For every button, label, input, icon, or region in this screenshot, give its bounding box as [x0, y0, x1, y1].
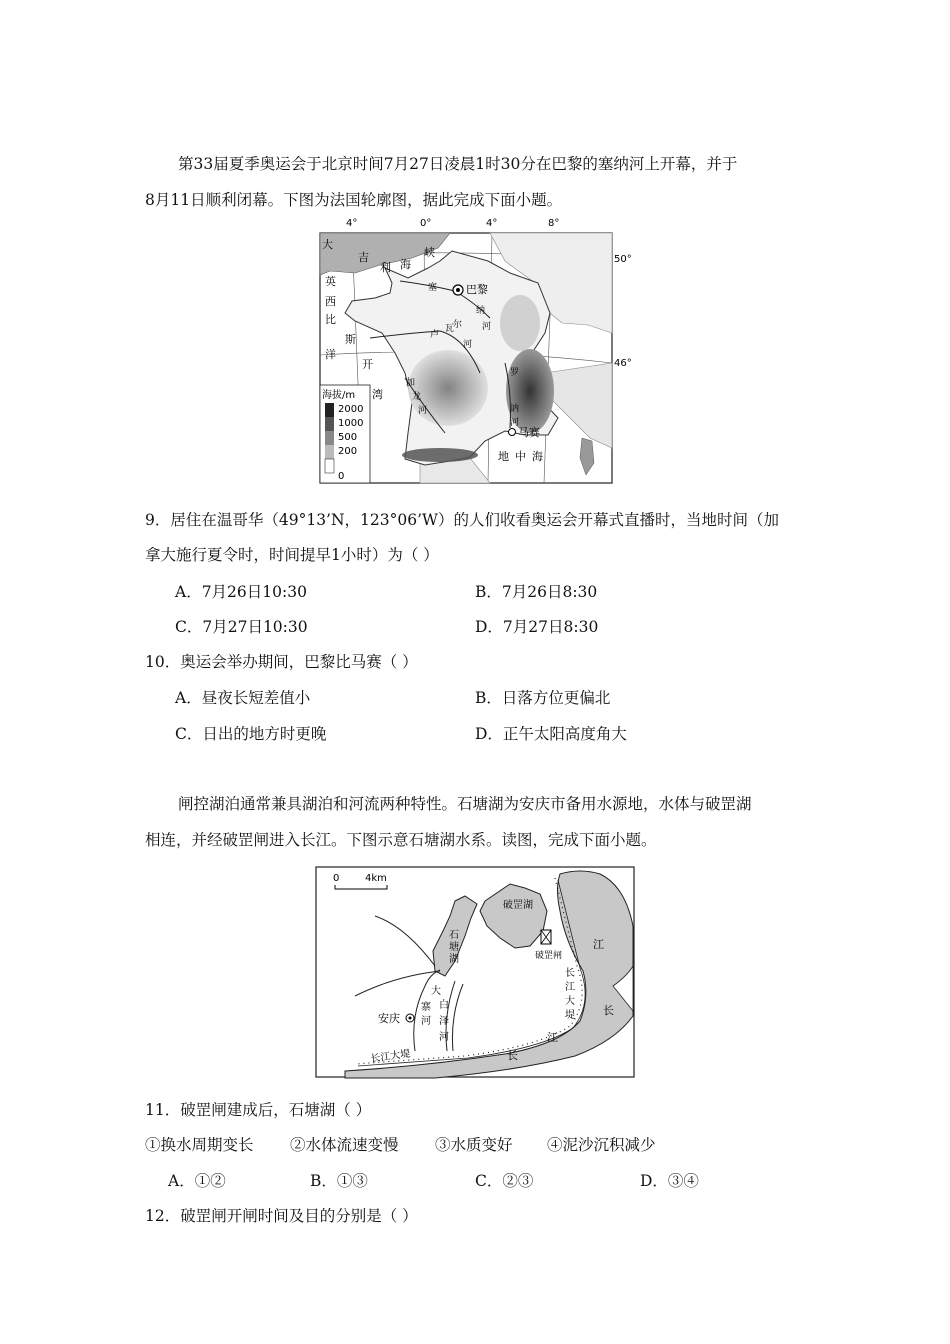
lat-label: 50°	[614, 254, 632, 265]
label-channel: 峡	[424, 246, 435, 259]
label-anqing: 安庆	[378, 1012, 400, 1025]
label-atlantic: 英	[325, 275, 336, 288]
label-seine: 纳	[476, 306, 486, 316]
q11-option-a: A．①②	[168, 1172, 226, 1190]
legend-value: 0	[338, 471, 345, 482]
label-atlantic: 斯	[345, 333, 356, 346]
intro2-line2: 相连，并经破罡闸进入长江。下图示意石塘湖水系。读图，完成下面小题。	[145, 831, 657, 849]
q9-option-b: B．7月26日8:30	[475, 583, 598, 601]
q11-item-2: ②水体流速变慢	[290, 1136, 399, 1154]
label-loire: 尔	[453, 320, 463, 330]
label-atlantic: 比	[325, 313, 336, 326]
label-dike: 大	[565, 996, 575, 1007]
intro2-line1: 闸控湖泊通常兼具湖泊和河流两种特性。石塘湖为安庆市备用水源地，水体与破罡湖	[178, 795, 752, 813]
label-marseille: 马赛	[518, 426, 540, 439]
label-rhone: 罗	[510, 368, 520, 378]
label-dike-bottom: 长江大堤	[369, 1048, 412, 1065]
label-baize: 白	[439, 1000, 449, 1011]
legend-value: 200	[338, 446, 358, 457]
intro1-line2: 8月11日顺利闭幕。下图为法国轮廓图，据此完成下面小题。	[145, 191, 563, 209]
label-baize: 泽	[439, 1016, 449, 1027]
scale-zero: 0	[333, 873, 340, 884]
legend-title: 海拔/m	[322, 390, 356, 401]
label-dike: 堤	[565, 1010, 575, 1021]
label-channel: 海	[400, 258, 411, 271]
q11-option-b: B．①③	[310, 1172, 368, 1190]
label-loire: 瓦	[445, 324, 455, 334]
q12-stem: 12．破罡闸开闸时间及目的分别是（ ）	[145, 1207, 418, 1225]
label-seine: 塞	[428, 283, 438, 293]
label-river: 江	[593, 938, 604, 951]
label-shitang: 塘	[449, 942, 459, 953]
label-channel: 大	[322, 238, 333, 251]
label-garonne: 河	[418, 406, 428, 416]
lon-label: 4°	[486, 218, 498, 229]
label-paris: 巴黎	[466, 283, 488, 296]
label-garonne: 加	[406, 378, 416, 388]
q11-item-3: ③水质变好	[435, 1136, 513, 1154]
label-pogang-lake: 破罡湖	[503, 900, 533, 911]
label-dazhai: 寨	[421, 1002, 431, 1013]
intro1-line1: 第33届夏季奥运会于北京时间7月27日凌晨1时30分在巴黎的塞纳河上开幕，并于	[178, 155, 738, 173]
legend-value: 2000	[338, 404, 364, 415]
label-seine: 河	[482, 322, 492, 332]
lon-label: 8°	[548, 218, 560, 229]
label-loire: 河	[463, 340, 473, 350]
label-shitang: 石	[449, 930, 459, 941]
q11-item-4: ④泥沙沉积减少	[547, 1136, 656, 1154]
label-rhone: 讷	[510, 404, 520, 414]
label-channel: 吉	[358, 251, 369, 264]
label-baize: 河	[439, 1032, 449, 1043]
label-biscay: 开	[362, 358, 373, 371]
lon-label: 0°	[420, 218, 432, 229]
label-atlantic: 西	[325, 295, 336, 308]
label-mediterranean: 地中海	[498, 450, 549, 463]
q9-stem-line2: 拿大施行夏令时，时间提早1小时）为（ ）	[145, 546, 439, 564]
q10-option-a: A．昼夜长短差值小	[175, 689, 311, 707]
q10-option-c: C．日出的地方时更晚	[175, 725, 327, 743]
legend-value: 500	[338, 432, 358, 443]
label-channel: 利	[380, 261, 391, 274]
q9-option-d: D．7月27日8:30	[475, 618, 599, 636]
label-shitang: 湖	[449, 954, 459, 965]
lat-label: 46°	[614, 358, 632, 369]
q11-option-d: D．③④	[640, 1172, 699, 1190]
label-biscay: 湾	[372, 388, 383, 401]
label-river: 长	[507, 1049, 518, 1062]
q10-stem: 10．奥运会举办期间，巴黎比马赛（ ）	[145, 653, 418, 671]
scale-km: 4km	[365, 873, 387, 884]
q10-option-d: D．正午太阳高度角大	[475, 725, 627, 743]
label-river: 长	[603, 1004, 614, 1017]
label-dike: 江	[565, 982, 575, 993]
label-dazhai: 河	[421, 1016, 431, 1027]
q11-stem: 11．破罡闸建成后，石塘湖（ ）	[145, 1101, 372, 1119]
label-loire: 卢	[430, 330, 440, 340]
q9-option-a: A．7月26日10:30	[175, 583, 307, 601]
lon-label: 4°	[346, 218, 358, 229]
q11-option-c: C．②③	[475, 1172, 534, 1190]
q9-stem-line1: 9．居住在温哥华（49°13’N，123°06’W）的人们收看奥运会开幕式直播时，当地时间（加	[145, 511, 779, 529]
q9-option-c: C．7月27日10:30	[175, 618, 308, 636]
label-rhone: 河	[510, 418, 520, 428]
label-atlantic: 洋	[325, 348, 336, 361]
lake-map	[315, 866, 635, 1078]
q10-option-b: B．日落方位更偏北	[475, 689, 611, 707]
q11-item-1: ①换水周期变长	[145, 1136, 254, 1154]
label-garonne: 龙	[412, 392, 422, 402]
label-dazhai: 大	[431, 986, 441, 997]
label-dike: 长	[565, 968, 575, 979]
legend-value: 1000	[338, 418, 364, 429]
label-sluice: 破罡闸	[535, 951, 563, 961]
france-map	[300, 213, 632, 488]
label-river: 江	[547, 1031, 558, 1044]
